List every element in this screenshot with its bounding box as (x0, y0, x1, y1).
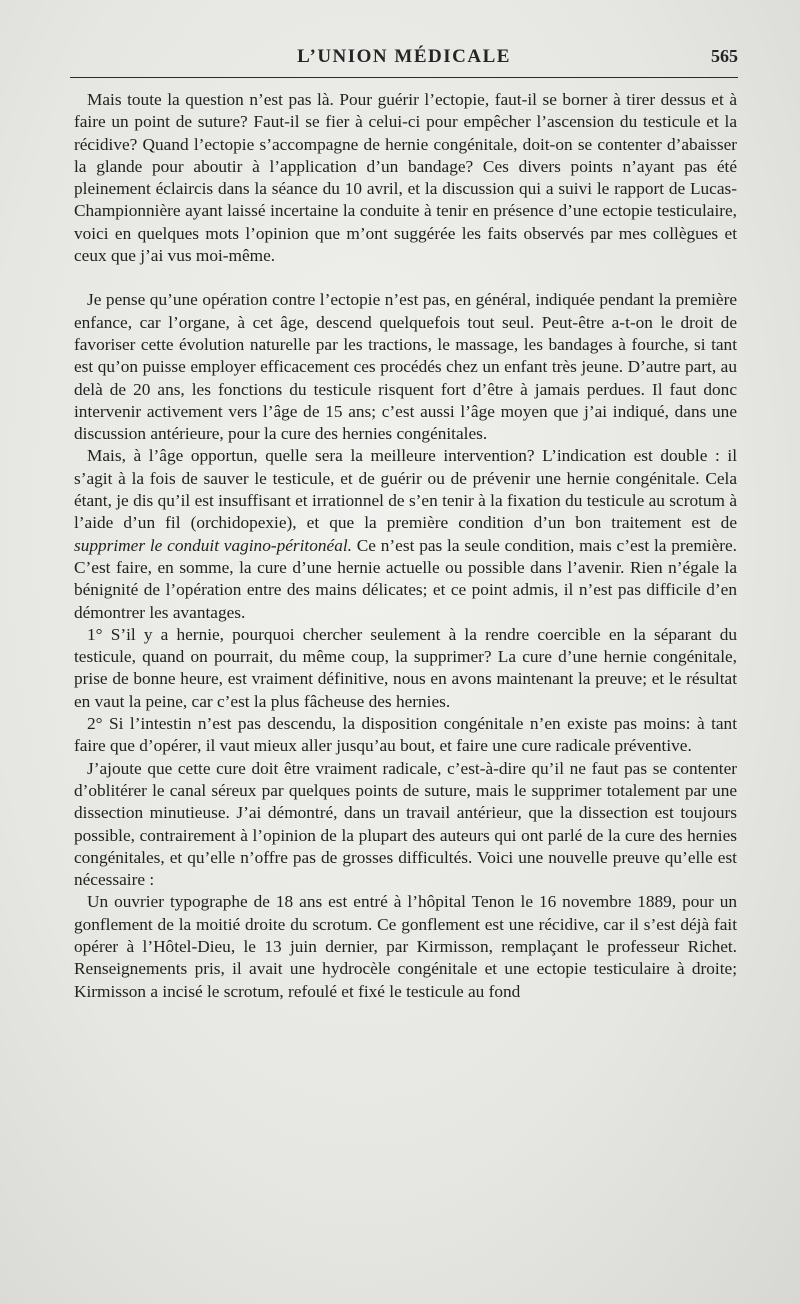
header-rule (70, 77, 738, 78)
paragraph-1: Mais toute la question n’est pas là. Pour guérir l’ectopie, faut-il se borner à tirer dessus et à faire un point de suture? Faut-il se fier à celui-ci pour empêcher l’ascension du testicule et la récidive? Quand l’ectopie s’accompagne de hernie congénitale, doit-on se contenter d’abaisser la glande pour aboutir à l’application d’un bandage? Ces divers points n’ayant pas été pleinement éclaircis dans la séance du 10 avril, et la discussion qui a suivi le rapport de Lucas-Championnière ayant laissé incertaine la conduite à tenir en présence d’une ectopie testiculaire, voici en quelques mots l’opinion que m’ont suggérée les faits observés par mes collègues et ceux que j’ai vus moi-même. (74, 90, 737, 266)
journal-title: L’UNION MÉDICALE (297, 46, 511, 67)
paragraph-3-emphasis: supprimer le conduit vagino-péritonéal. (74, 535, 352, 555)
page-number: 565 (711, 46, 738, 66)
running-header (70, 42, 738, 74)
paragraph-gap (74, 267, 737, 289)
paragraph-3 (74, 445, 737, 623)
paragraph-4: 1° S’il y a hernie, pourquoi chercher seulement à la rendre coercible en la séparant du testicule, quand on pourrait, du même coup, la supprimer? La cure d’une hernie congénitale, prise de bonne heure, est vraiment définitive, nous en avons maintenant la preuve; et le résultat en vaut la peine, car c’est la plus fâcheuse des hernies. (74, 624, 737, 711)
article-body (74, 89, 737, 1003)
paragraph-3-start: Mais, à l’âge opportun, quelle sera la meilleure intervention? L’indication est double : il s’agit à la fois de sauver le testicule, et de guérir ou de prévenir une hernie congénitale. Cela étant, je dis qu’il est insuffisant et irrationnel de s’en tenir à la fixation du testicule au scrotum à l’aide d’un fil (orchidopexie), et que la première condition d’un bon traitement est de (74, 446, 737, 533)
paragraph-6: J’ajoute que cette cure doit être vraiment radicale, c’est-à-dire qu’il ne faut pas se contenter d’oblitérer le canal séreux par quelques points de suture, mais le supprimer totalement par une dissection minutieuse. J’ai démontré, dans un travail antérieur, que la dissection est toujours possible, contrairement à l’opinion de la plupart des auteurs qui ont parlé de la cure des hernies congénitales, et qu’elle n’offre pas de grosses difficultés. Voici une nouvelle preuve qu’elle est nécessaire : (74, 758, 737, 890)
paragraph-2: Je pense qu’une opération contre l’ectopie n’est pas, en général, indiquée pendant la première enfance, car l’organe, à cet âge, descend quelquefois tout seul. Peut-être a-t-on le droit de favoriser cette évolution naturelle par les tractions, le massage, les bandages à fourche, si tant est qu’on puisse employer efficacement ces procédés chez un enfant très jeune. D’autre part, au delà de 20 ans, les fonctions du testicule risquent fort d’être à jamais perdues. Il faut donc intervenir activement vers l’âge de 15 ans; c’est aussi l’âge moyen que j’ai indiqué, dans une discussion antérieure, pour la cure des hernies congénitales. (74, 290, 737, 444)
paragraph-7: Un ouvrier typographe de 18 ans est entré à l’hôpital Tenon le 16 novembre 1889, pour un gonflement de la moitié droite du scrotum. Ce gonflement est une récidive, car il s’est déjà fait opérer à l’Hôtel-Dieu, le 13 juin dernier, par Kirmisson, remplaçant le professeur Richet. Renseignements pris, il avait une hydrocèle congénitale et une ectopie testiculaire à droite; Kirmisson a incisé le scrotum, refoulé et fixé le testicule au fond (74, 892, 737, 1001)
paragraph-3-end: Ce n’est pas la seule condition, mais c’est la première. C’est faire, en somme, la cure d’une hernie actuelle ou possible dans l’avenir. Rien n’égale la bénignité de l’opération entre des mains délicates; et ce point admis, il n’est pas difficile d’en démontrer les avantages. (74, 535, 737, 622)
paragraph-5: 2° Si l’intestin n’est pas descendu, la disposition congénitale n’en existe pas moins: à tant faire que d’opérer, il vaut mieux aller jusqu’au bout, et faire une cure radicale préventive. (74, 714, 737, 756)
